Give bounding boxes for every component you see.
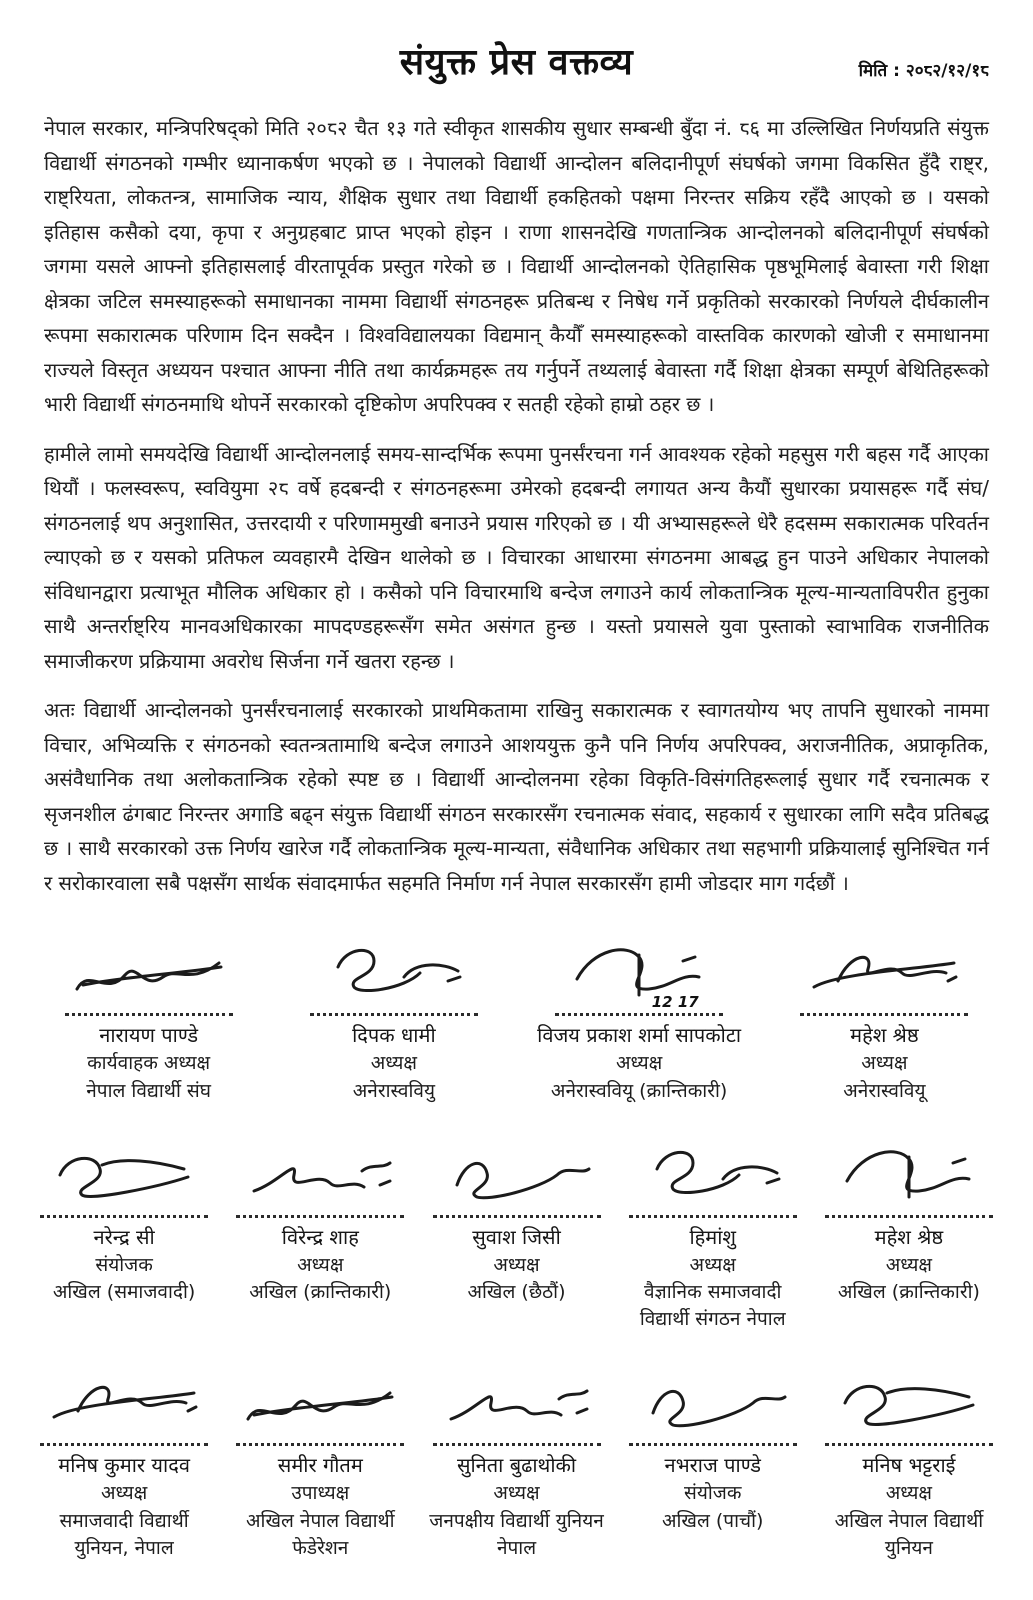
signer-block xyxy=(418,1129,614,1307)
signature-row-2 xyxy=(26,1129,1007,1333)
signer-block xyxy=(26,927,271,1105)
signature-image xyxy=(623,1357,803,1441)
signer-name: मनिष भट्टराई xyxy=(862,1453,956,1477)
signer-organization: समाजवादी विद्यार्थी युनियन, नेपाल xyxy=(59,1509,189,1559)
signature-dotted-line xyxy=(629,1215,797,1218)
signature-image xyxy=(34,1357,214,1441)
signature-dotted-line xyxy=(825,1443,993,1446)
signer-block xyxy=(615,1129,811,1333)
document-header xyxy=(0,0,1033,85)
signer-organization: अनेरास्ववियू (क्रान्तिकारी) xyxy=(550,1079,728,1102)
signature-dotted-line xyxy=(65,1013,233,1016)
signature-image xyxy=(770,927,999,1011)
signature-row-3 xyxy=(26,1357,1007,1561)
signer-role: अध्यक्ष xyxy=(885,1482,933,1504)
signature-dotted-line xyxy=(310,1013,478,1016)
signature-image xyxy=(426,1357,606,1441)
signature-dotted-line xyxy=(236,1215,404,1218)
signature-image xyxy=(525,927,754,1011)
signer-name: महेश श्रेष्ठ xyxy=(874,1224,944,1249)
signer-role: अध्यक्ष xyxy=(861,1052,908,1074)
signer-block xyxy=(222,1357,418,1561)
signer-name: हिमांशु xyxy=(689,1224,736,1249)
paragraph-1: नेपाल सरकार, मन्त्रिपरिषद्को मिति २०८२ चैत १३ गते स्वीकृत शासकीय सुधार सम्बन्धी बुँदा नं. ८६ मा उल्लिखित निर्णयप्रति संयुक्त विद्यार्थी संगठनको गम्भीर ध्यानाकर्षण भएको छ । नेपालको विद्यार्थी आन्दोलन बलिदानीपूर्ण संघर्षको जगमा विकसित हुँदै राष्ट्र, राष्ट्रियता, लोकतन्त्र, सामाजिक न्याय, शैक्षिक सुधार तथा विद्यार्थी हकहितको पक्षमा निरन्तर सक्रिय रहँदै आएको छ । यसको इतिहास कसैको दया, कृपा र अनुग्रहबाट प्राप्त भएको होइन । राणा शासनदेखि गणतान्त्रिक आन्दोलनको बलिदानीपूर्ण संघर्षको जगमा यसले आफ्नो इतिहासलाई वीरतापूर्वक प्रस्तुत गरेको छ । विद्यार्थी आन्दोलनको ऐतिहासिक पृष्ठभूमिलाई बेवास्ता गरी शिक्षा क्षेत्रका जटिल समस्याहरूको समाधानका नाममा विद्यार्थी संगठनहरू प्रतिबन्ध र निषेध गर्ने प्रकृतिको सरकारको निर्णयले दीर्घकालीन रूपमा सकारात्मक परिणाम दिन सक्दैन । विश्वविद्यालयका विद्यमान् कैयौँ समस्याहरूको वास्तविक कारणको खोजी र समाधानमा राज्यले विस्तृत अध्ययन पश्चात आफ्ना नीति तथा कार्यक्रमहरू तय गर्नुपर्ने तथ्यलाई बेवास्ता गर्दै शिक्षा क्षेत्रका सम्पूर्ण बेथितिहरूको भारी विद्यार्थी संगठनमाथि थोपर्ने सरकारको दृष्टिकोण अपरिपक्व र सतही रहेको हाम्रो ठहर छ । xyxy=(44,116,989,416)
document-date: मिति : २०८२/१२/१८ xyxy=(858,61,989,81)
signer-block xyxy=(26,1129,222,1307)
signer-name: नभराज पाण्डे xyxy=(664,1453,761,1477)
signature-dotted-line xyxy=(800,1013,968,1016)
signature-image xyxy=(426,1129,606,1213)
signer-organization: अनेरास्ववियू xyxy=(843,1079,926,1102)
signer-role: अध्यक्ष xyxy=(493,1482,540,1504)
signature-dotted-line xyxy=(40,1215,208,1218)
signer-organization: जनपक्षीय विद्यार्थी युनियन नेपाल xyxy=(429,1509,604,1559)
signer-block xyxy=(811,1129,1007,1307)
signer-block xyxy=(418,1357,614,1561)
signer-name: मनिष कुमार यादव xyxy=(58,1453,190,1477)
signer-name: विरेन्द्र शाह xyxy=(281,1224,359,1249)
signer-organization: अखिल नेपाल विद्यार्थी फेडेरेशन xyxy=(246,1509,395,1559)
signature-image xyxy=(819,1129,999,1213)
signer-organization: अखिल (छैठौं) xyxy=(467,1281,566,1304)
paragraphs xyxy=(0,85,1033,900)
signature-image xyxy=(623,1129,803,1213)
signer-block xyxy=(26,1357,222,1561)
signature-dotted-line xyxy=(555,1013,723,1016)
signature-dotted-line xyxy=(236,1443,404,1446)
signer-block xyxy=(762,927,1007,1105)
signer-name: नारायण पाण्डे xyxy=(99,1023,199,1047)
paragraph-3: अतः विद्यार्थी आन्दोलनको पुनर्संरचनालाई सरकारको प्राथमिकतामा राखिनु सकारात्मक र स्वागतयोग्य भए तापनि सुधारको नाममा विचार, अभिव्यक्ति र संगठनको स्वतन्त्रतामाथि बन्देज लगाउने आशययुक्त कुनै पनि निर्णय अपरिपक्व, अराजनीतिक, अप्राकृतिक, असंवैधानिक तथा अलोकतान्त्रिक रहेको स्पष्ट छ । विद्यार्थी आन्दोलनमा रहेका विकृति-विसंगतिहरूलाई सुधार गर्दै रचनात्मक र सृजनशील ढंगबाट निरन्तर अगाडि बढ्न संयुक्त विद्यार्थी संगठन सरकारसँग रचनात्मक संवाद, सहकार्य र सुधारका लागि सदैव प्रतिबद्ध छ । साथै सरकारको उक्त निर्णय खारेज गर्दै लोकतान्त्रिक मूल्य-मान्यता, संवैधानिक अधिकार तथा सहभागी प्रक्रियालाई सुनिश्चित गर्न र सरोकारवाला सबै पक्षसँग सार्थक संवादमार्फत सहमति निर्माण गर्न नेपाल सरकारसँग हामी जोडदार माग गर्दछौं । xyxy=(44,698,989,895)
signer-organization: अखिल (क्रान्तिकारी) xyxy=(249,1281,392,1304)
signature-rows xyxy=(0,915,1033,1561)
signature-image xyxy=(230,1357,410,1441)
signer-organization: नेपाल विद्यार्थी संघ xyxy=(86,1079,211,1102)
signature-note: 12 17 xyxy=(651,993,699,1011)
signer-block xyxy=(222,1129,418,1307)
signer-organization: अखिल (क्रान्तिकारी) xyxy=(837,1281,980,1304)
signature-image xyxy=(279,927,508,1011)
signer-role: अध्यक्ष xyxy=(100,1482,148,1504)
signer-name: दिपक धामी xyxy=(352,1023,436,1047)
signature-dotted-line xyxy=(40,1443,208,1446)
signer-role: अध्यक्ष xyxy=(370,1052,418,1074)
signature-image xyxy=(819,1357,999,1441)
signer-role: उपाध्यक्ष xyxy=(291,1482,350,1504)
signer-role: कार्यवाहक अध्यक्ष xyxy=(87,1052,211,1074)
signer-role: अध्यक्ष xyxy=(615,1052,663,1074)
signature-image xyxy=(34,1129,214,1213)
signer-name: सुनिता बुढाथोकी xyxy=(456,1453,577,1477)
signer-organization: अखिल नेपाल विद्यार्थी युनियन xyxy=(834,1509,984,1559)
paragraph-2: हामीले लामो समयदेखि विद्यार्थी आन्दोलनलाई समय-सान्दर्भिक रूपमा पुनर्संरचना गर्न आवश्यक रहेको महसुस गरी बहस गर्दै आएका थियौं । फलस्वरूप, स्ववियुमा २८ वर्षे हदबन्दी र संगठनहरूमा उमेरको हदबन्दी लगायत अन्य कैयौं सुधारका प्रयासहरू गर्दै संघ/संगठनलाई थप अनुशासित, उत्तरदायी र परिणाममुखी बनाउने प्रयास गरिएको छ । यी अभ्यासहरूले धेरै हदसम्म सकारात्मक परिवर्तन ल्याएको छ र यसको प्रतिफल व्यवहारमै देखिन थालेको छ । विचारका आधारमा संगठनमा आबद्ध हुन पाउने अधिकार नेपालको संविधानद्वारा प्रत्याभूत मौलिक अधिकार हो । कसैको पनि विचारमाथि बन्देज लगाउने कार्य लोकतान्त्रिक मूल्य-मान्यताविपरीत हुनुका साथै अन्तर्राष्ट्रिय मानवअधिकारका मापदण्डहरूसँग समेत असंगत हुन्छ । यस्तो प्रयासले युवा पुस्ताको स्वाभाविक राजनीतिक समाजीकरण प्रक्रियामा अवरोध सिर्जना गर्ने खतरा रहन्छ । xyxy=(44,441,989,673)
signer-organization: अनेरास्ववियु xyxy=(352,1079,435,1102)
signature-row-1 xyxy=(26,927,1007,1105)
signer-role: अध्यक्ष xyxy=(689,1253,736,1276)
page-title: संयुक्त प्रेस वक्तव्य xyxy=(399,42,634,83)
signature-dotted-line xyxy=(433,1215,601,1218)
signer-name: महेश श्रेष्ठ xyxy=(850,1023,919,1047)
signer-block xyxy=(271,927,516,1105)
signature-image xyxy=(230,1129,410,1213)
signer-block xyxy=(811,1357,1007,1561)
signer-role: संयोजक xyxy=(95,1253,153,1276)
signer-organization: अखिल (पाचौं) xyxy=(661,1509,764,1532)
signer-block xyxy=(517,927,762,1105)
signature-image xyxy=(34,927,263,1011)
signature-dotted-line xyxy=(629,1443,797,1446)
signer-organization: अखिल (समाजवादी) xyxy=(52,1281,196,1304)
signer-role: अध्यक्ष xyxy=(885,1253,933,1276)
signer-name: सुवाश जिसी xyxy=(472,1224,561,1249)
signer-role: संयोजक xyxy=(683,1482,742,1504)
signer-name: विजय प्रकाश शर्मा सापकोटा xyxy=(537,1023,742,1047)
signer-name: समीर गौतम xyxy=(277,1453,363,1477)
signature-dotted-line xyxy=(825,1215,993,1218)
signer-block xyxy=(615,1357,811,1535)
signer-organization: वैज्ञानिक समाजवादी विद्यार्थी संगठन नेपाल xyxy=(639,1281,786,1331)
signer-role: अध्यक्ष xyxy=(297,1253,344,1276)
signer-name: नरेन्द्र सी xyxy=(93,1224,155,1249)
signer-role: अध्यक्ष xyxy=(493,1253,540,1276)
signature-dotted-line xyxy=(433,1443,601,1446)
